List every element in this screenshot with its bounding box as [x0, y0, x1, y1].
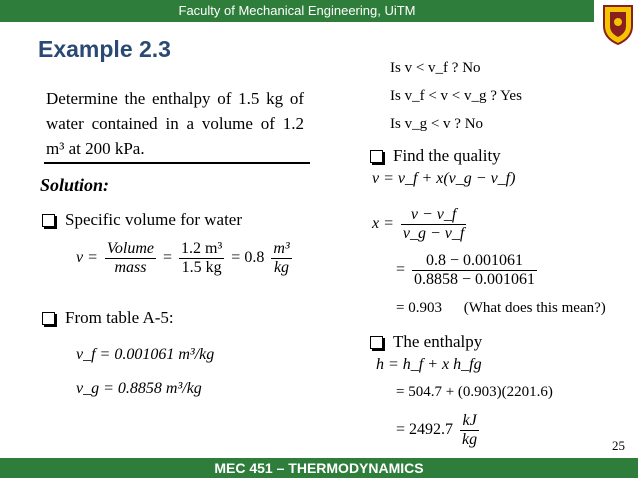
checkbox-bullet-icon [370, 150, 383, 163]
bullet-quality [370, 146, 501, 166]
question-3: Is v_g < v ? No [390, 116, 484, 132]
x-den-values: 0.8858 − 0.001061 [414, 271, 536, 288]
x-note: (What does this mean?) [463, 300, 606, 316]
vg-value: v_g = 0.8858 m³/kg [76, 380, 202, 397]
x-fraction [401, 206, 466, 243]
x-definition [372, 206, 469, 243]
bullet-specific-volume-text: Specific volume for water [65, 210, 243, 229]
x-num: v − v_f [401, 206, 466, 225]
slide-title: Example 2.3 [38, 36, 171, 62]
eq-unit-num: m³ [273, 240, 290, 257]
enthalpy-substitution: = 504.7 + (0.903)(2201.6) [396, 384, 553, 400]
eq-mass-value: 1.5 kg [181, 259, 222, 276]
eq-unit-den: kg [273, 259, 290, 276]
page-number: 25 [612, 438, 625, 453]
eq-volume: Volume [106, 240, 155, 257]
bullet-specific-volume [42, 210, 242, 230]
x-lhs: x = [372, 215, 394, 233]
question-2: Is v_f < v < v_g ? Yes [390, 88, 522, 104]
bullet-table-text: From table A-5: [65, 308, 174, 327]
uitm-logo-icon [600, 0, 636, 46]
checkbox-bullet-icon [42, 312, 55, 325]
values-fraction [179, 240, 224, 277]
enthalpy-equation: h = h_f + x h_fg [376, 356, 482, 373]
vf-value: v_f = 0.001061 m³/kg [76, 346, 215, 363]
checkbox-bullet-icon [370, 336, 383, 349]
question-1: Is v < v_f ? No [390, 60, 481, 76]
x-values-fraction [412, 252, 537, 289]
eq-mass: mass [114, 259, 147, 276]
bullet-table [42, 308, 174, 328]
enthalpy-result [396, 412, 482, 449]
bullet-quality-text: Find the quality [393, 146, 501, 165]
unit-fraction [271, 240, 291, 277]
eq-result: = 0.8 [231, 249, 265, 267]
quality-equation: v = v_f + x(v_g − v_f) [372, 170, 516, 187]
specific-volume-equation: v = $\frac{\text{Volume}}{\text{mass}}$ = $\frac{\text{1.2 m³}}{1.5 kg}$ = 0.8 $\frac{\text{m³}}{kg}$ [76, 240, 290, 276]
x-num-values: 0.8 − 0.001061 [412, 252, 537, 271]
x-substitution: = $\frac{0.8 - 0.001061}{0.8858 - 0.001061}$ [396, 252, 536, 288]
eq-vol-value: 1.2 m³ [181, 240, 223, 257]
solution-label: Solution: [40, 175, 110, 195]
h-unit-num: kJ [460, 412, 479, 431]
faculty-title: Faculty of Mechanical Engineering, UiTM [178, 3, 416, 18]
eq-lhs: v = [76, 249, 98, 267]
checkbox-bullet-icon [42, 214, 55, 227]
problem-statement: Determine the enthalpy of 1.5 kg of water contained in a volume of 1.2 m³ at 200 kPa. [46, 89, 304, 158]
h-result: = 2492.7 [396, 421, 454, 439]
bullet-enthalpy [370, 332, 482, 352]
h-unit-den: kg [462, 431, 478, 448]
volume-over-mass [105, 240, 156, 277]
x-result: = 0.903 [396, 300, 442, 316]
x-result-line [396, 300, 606, 317]
bullet-enthalpy-text: The enthalpy [393, 332, 483, 351]
course-title: MEC 451 – THERMODYNAMICS [214, 460, 424, 476]
h-unit-fraction [460, 412, 479, 449]
x-den: v_g − v_f [402, 225, 465, 242]
divider [44, 162, 310, 164]
